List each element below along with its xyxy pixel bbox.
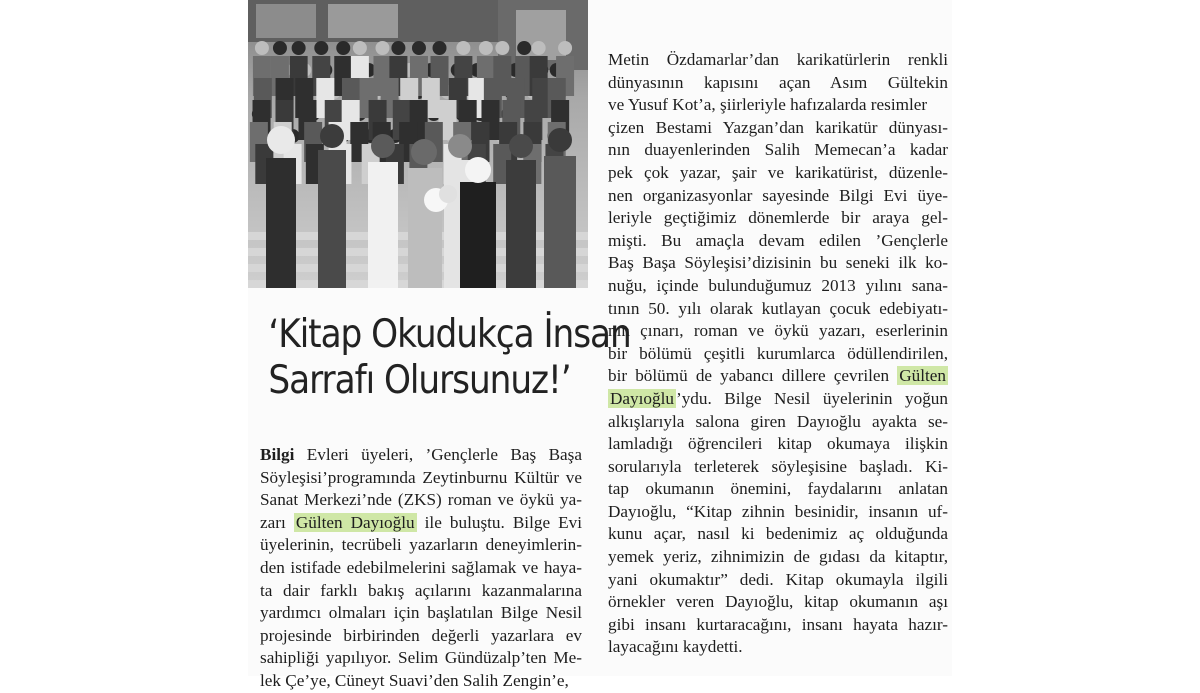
highlighted-name: Dayıoğlu	[610, 388, 674, 408]
text-fragment: bir bölümü de yabancı dillere çevrilen	[608, 366, 898, 386]
text-fragment: nın duayenlerinden Salih Memecan’a kadar	[608, 140, 948, 160]
text-line	[608, 139, 948, 162]
text-line	[608, 546, 948, 569]
text-fragment: yardımcı olmaları için başlatılan Bilge Nesil	[260, 603, 582, 623]
text-fragment: pek çok yazar, şair ve karikatürist, düzenle-	[608, 162, 948, 182]
text-fragment: alkışlarıyla salona giren Dayıoğlu ayakta se-	[608, 411, 948, 431]
text-fragment: yani okumaktır” dedi. Kitap okumayla ilgili	[608, 569, 948, 589]
text-line	[608, 185, 948, 208]
text-line	[260, 444, 582, 467]
lead-word: Bilgi	[260, 445, 295, 464]
text-line	[608, 252, 948, 275]
text-fragment: projesinde birbirinden değerli yazarlara ev	[260, 625, 582, 645]
text-line	[608, 162, 948, 185]
text-fragment: nın çınarı, roman ve öykü yazarı, eserlerinin	[608, 321, 948, 341]
text-line	[608, 298, 948, 321]
text-line	[608, 207, 948, 230]
highlighted-name: Gülten	[899, 366, 946, 386]
text-fragment: Metin Özdamarlar’dan karikatürlerin renkli	[608, 50, 948, 69]
text-fragment: Sanat Merkezi’nde (ZKS) roman ve öykü ya-	[260, 490, 582, 510]
text-line	[608, 478, 948, 501]
text-line	[608, 614, 948, 637]
text-line	[260, 467, 582, 490]
text-fragment: nen organizasyonlar sayesinde Bilgi Evi üye-	[608, 185, 948, 205]
text-fragment: sahipliği yapılıyor. Selim Gündüzalp’ten Me-	[260, 648, 582, 668]
headline-line-2: Sarrafı Olursunuz!’	[268, 358, 571, 403]
text-fragment: tının 50. yılı olarak kutlayan çocuk edebiyatı-	[608, 298, 948, 318]
text-line	[260, 647, 582, 670]
group-photo	[248, 0, 588, 288]
text-line	[608, 411, 948, 434]
text-fragment: den istifade edebilmelerini sağlamak ve haya-	[260, 557, 582, 577]
article-right-column	[608, 49, 948, 659]
text-fragment: Dayıoğlu, “Kitap zihnin besinidir, insanın uf-	[608, 501, 948, 521]
text-line	[260, 670, 582, 693]
text-fragment: ’ydu. Bilge Nesil üyelerinin yoğun	[675, 388, 948, 408]
text-fragment: lek Çe’ye, Cüneyt Suavi’den Salih Zengin’e,	[260, 670, 569, 690]
text-fragment: Evleri üyeleri, ’Gençlerle Baş Başa	[294, 445, 582, 464]
text-fragment: nuğu, içinde bulunduğumuz 2013 yılını sana-	[608, 275, 948, 295]
text-line	[608, 275, 948, 298]
text-fragment: kunu açar, nasıl ki bedenimiz aç olduğunda	[608, 524, 948, 544]
text-line	[608, 343, 948, 366]
article-left-column	[260, 444, 582, 693]
text-fragment: bir bölümü çeşitli kurumlarca ödüllendirilen,	[608, 343, 948, 363]
text-fragment: gibi insanı kurtaracağını, insanı hayata hazır-	[608, 614, 948, 634]
text-line	[260, 580, 582, 603]
text-fragment: sorularıyla terleterek söyleşisine başladı. Ki-	[608, 456, 948, 476]
text-line	[260, 557, 582, 580]
text-line	[608, 365, 948, 388]
text-line	[608, 94, 948, 117]
text-fragment: zarı	[260, 512, 294, 532]
text-fragment: mişti. Bu amaçla devam edilen ’Gençlerle	[608, 230, 948, 250]
text-fragment: ta dair farklı bakış açılarını kazanmalarına	[260, 580, 582, 600]
headline	[268, 312, 631, 404]
text-fragment: yemek yeriz, zihnimizin de gıdası da kitaptır,	[608, 547, 948, 567]
text-fragment: Baş Başa Söyleşisi’dizisinin bu seneki ilk ko-	[608, 253, 948, 273]
text-fragment: leriyle geçtiğimiz dönemlerde bir araya gel-	[608, 208, 948, 228]
text-line	[608, 523, 948, 546]
group-photo-image	[248, 0, 588, 288]
text-line	[608, 433, 948, 456]
text-fragment: çizen Bestami Yazgan’dan karikatür dünyası-	[608, 117, 948, 137]
text-fragment: dünyasının kapısını açan Asım Gültekin	[608, 72, 948, 92]
text-line	[608, 501, 948, 524]
headline-line-1: ‘Kitap Okudukça İnsan	[268, 312, 631, 357]
text-line	[260, 625, 582, 648]
text-line	[608, 456, 948, 479]
highlighted-name: Gülten Dayıoğlu	[295, 512, 415, 532]
text-line	[608, 636, 948, 659]
text-fragment: ile buluştu. Bilge Evi	[416, 512, 582, 532]
text-fragment: üyelerinin, tecrübeli yazarların deneyimlerin-	[260, 535, 582, 555]
text-fragment: örnekler veren Dayıoğlu, kitap okumanın aşı	[608, 592, 948, 612]
text-line	[608, 117, 948, 140]
text-line	[260, 602, 582, 625]
text-line	[608, 569, 948, 592]
text-line	[260, 489, 582, 512]
text-fragment: ve Yusuf Kot’a, şiirleriyle hafızalarda resimler	[608, 95, 928, 115]
text-line	[260, 534, 582, 557]
text-fragment: layacağını kaydetti.	[608, 637, 743, 657]
newspaper-clipping	[248, 0, 952, 690]
text-fragment: Söyleşisi’programında Zeytinburnu Kültür ve	[260, 467, 582, 487]
text-fragment: lamladığı öğrencileri kitap okumaya ilişkin	[608, 434, 948, 454]
text-line	[608, 230, 948, 253]
text-fragment: tap okumanın önemini, faydalarını anlatan	[608, 479, 948, 499]
text-line	[608, 388, 948, 411]
text-line	[260, 512, 582, 535]
text-line	[608, 49, 948, 72]
text-line	[608, 72, 948, 95]
text-line	[608, 591, 948, 614]
text-line	[608, 320, 948, 343]
